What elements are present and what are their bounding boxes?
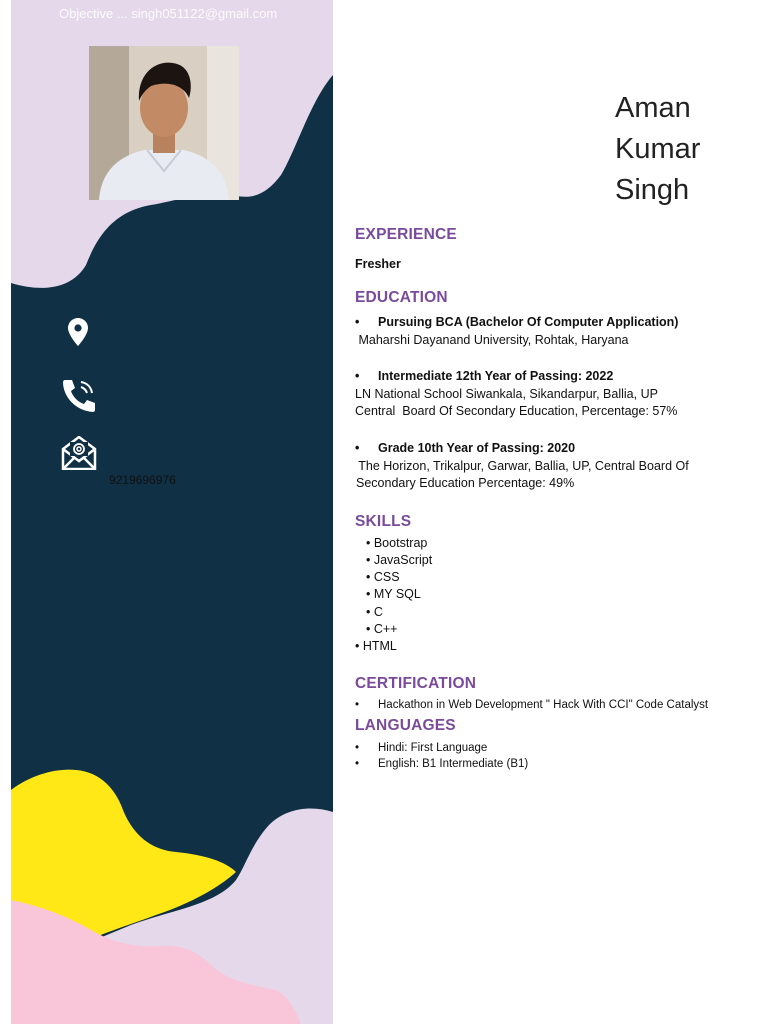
education-title-10th: Grade 10th Year of Passing: 2020 — [378, 441, 576, 455]
certification-bullet: • — [355, 699, 360, 711]
name-line-middle: Kumar — [615, 133, 701, 165]
education-bullet: • — [355, 441, 360, 455]
skill-item: • C++ — [366, 622, 398, 636]
education-detail: The Horizon, Trikalpur, Garwar, Ballia, UP, Central Board Of — [355, 459, 689, 473]
overlay-contact-text: Objective ... singh051122@gmail.com — [59, 6, 278, 21]
education-detail: Secondary Education Percentage: 49% — [356, 476, 575, 490]
email-icon — [61, 436, 97, 475]
education-bullet: • — [355, 315, 360, 329]
language-bullet: • — [355, 742, 360, 754]
skill-item: • JavaScript — [366, 553, 433, 567]
education-bullet: • — [355, 369, 360, 383]
candidate-name — [615, 88, 700, 211]
experience-value: Fresher — [355, 257, 401, 271]
experience-heading: EXPERIENCE — [355, 226, 457, 243]
skill-item: • MY SQL — [366, 587, 421, 601]
education-title-bca: Pursuing BCA (Bachelor Of Computer Application) — [378, 315, 679, 329]
skill-item: • HTML — [355, 639, 397, 653]
phone-number: 9219696976 — [109, 473, 176, 487]
phone-icon — [61, 378, 97, 417]
skill-item: • C — [366, 605, 383, 619]
education-detail: Maharshi Dayanand University, Rohtak, Haryana — [355, 333, 629, 347]
education-detail: LN National School Siwankala, Sikandarpur, Ballia, UP — [355, 387, 658, 401]
certification-heading: CERTIFICATION — [355, 675, 477, 692]
name-line-last: Singh — [615, 174, 690, 206]
sidebar — [11, 0, 333, 1024]
languages-heading: LANGUAGES — [355, 717, 456, 734]
name-line-first: Aman — [615, 92, 691, 124]
location-icon — [68, 318, 88, 351]
skills-heading: SKILLS — [355, 513, 412, 530]
profile-photo — [89, 46, 239, 200]
education-title-12th: Intermediate 12th Year of Passing: 2022 — [378, 369, 614, 383]
skill-item: • Bootstrap — [366, 536, 428, 550]
language-bullet: • — [355, 758, 360, 770]
certification-item: Hackathon in Web Development " Hack With CCI" Code Catalyst — [378, 699, 709, 711]
education-detail: Central Board Of Secondary Education, Percentage: 57% — [355, 404, 678, 418]
education-heading: EDUCATION — [355, 289, 448, 306]
language-item-hindi: Hindi: First Language — [378, 742, 488, 754]
language-item-english: English: B1 Intermediate (B1) — [378, 758, 529, 770]
skill-item: • CSS — [366, 570, 400, 584]
